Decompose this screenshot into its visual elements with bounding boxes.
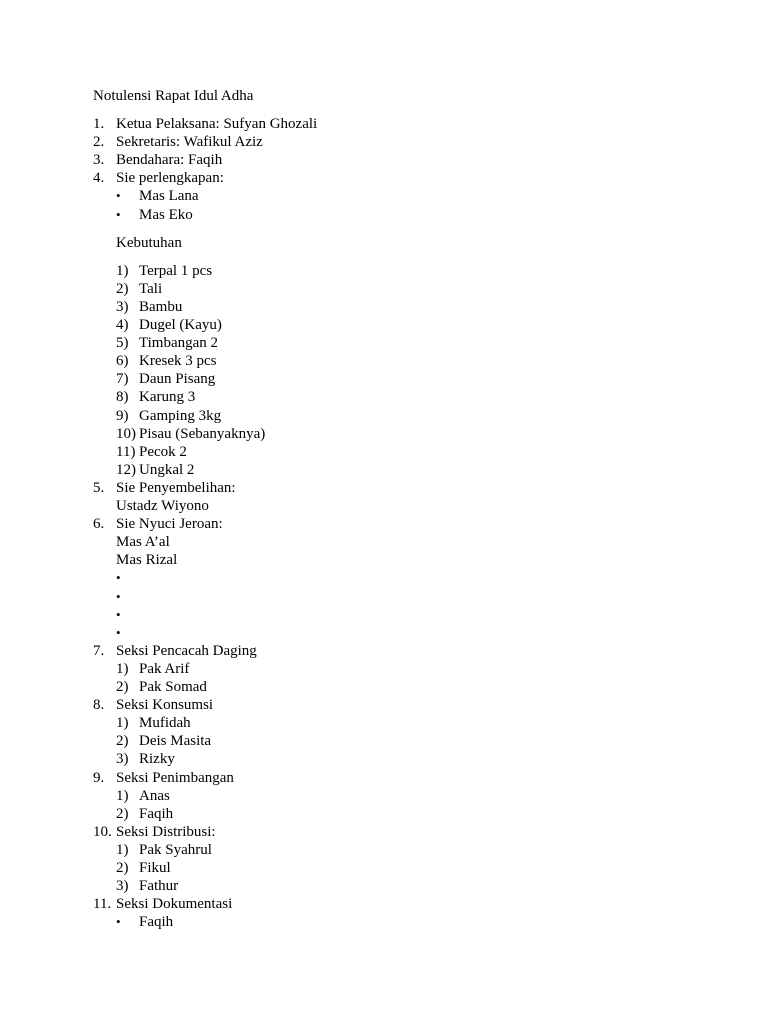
line-text: Kebutuhan [116,234,182,251]
bullet-icon: • [116,606,121,622]
item-text: Seksi Distribusi: [116,823,216,840]
item-text: Sie Nyuci Jeroan: [116,516,223,533]
sub-item-text: Dugel (Kayu) [139,317,222,333]
sub-item-text: Gamping 3kg [139,407,222,424]
sub-item-number: 1) [116,787,129,804]
sub-item-text: Pak Somad [139,679,207,695]
sub-item-number: 10) [116,425,136,442]
sub-item-number: 4) [116,317,129,333]
item-text: Seksi Penimbangan [116,769,234,786]
sub-item-text: Fikul [139,860,171,876]
item-number: 1. [93,116,105,132]
bullet-icon: • [116,624,121,640]
sub-item-text: Pisau (Sebanyaknya) [139,425,266,442]
item-number: 2. [93,134,105,151]
sub-item-number: 1) [116,841,129,858]
item-number: 5. [93,479,105,496]
sub-item-text: Fathur [139,878,179,895]
item-number: 9. [93,769,105,786]
bullet-text: Mas Lana [139,188,199,205]
item-text: Ketua Pelaksana: Sufyan Ghozali [116,116,318,132]
sub-item-number: 2) [116,733,129,750]
item-number: 6. [93,516,105,533]
sub-item-number: 5) [116,335,129,352]
line-text: Mas A’al [116,534,170,551]
bullet-icon: • [116,206,121,222]
bullet-text: Faqih [139,914,174,931]
sub-item-text: Pecok 2 [139,443,187,460]
sub-item-text: Karung 3 [139,389,196,406]
document-title: Notulensi Rapat Idul Adha [93,88,254,104]
item-number: 3. [93,152,105,169]
sub-item-number: 1) [116,660,129,677]
sub-item-number: 1) [116,262,129,279]
sub-item-text: Rizky [139,751,175,768]
bullet-icon: • [116,914,121,930]
sub-item-text: Bambu [139,298,183,315]
sub-item-number: 8) [116,389,129,406]
item-text: Sie perlengkapan: [116,170,224,187]
sub-item-number: 2) [116,805,129,822]
sub-item-number: 7) [116,371,129,388]
sub-item-number: 2) [116,679,129,695]
bullet-icon: • [116,570,121,586]
sub-item-text: Timbangan 2 [139,335,219,352]
sub-item-text: Terpal 1 pcs [139,262,213,279]
item-number: 7. [93,642,105,659]
sub-item-text: Faqih [139,805,174,822]
sub-item-text: Kresek 3 pcs [139,353,217,370]
sub-item-text: Ungkal 2 [139,461,195,478]
item-text: Sekretaris: Wafikul Aziz [116,134,263,151]
sub-item-text: Pak Syahrul [139,841,212,858]
item-text: Sie Penyembelihan: [116,479,236,496]
item-number: 4. [93,170,105,187]
sub-item-number: 1) [116,715,129,732]
sub-item-number: 3) [116,878,129,895]
sub-item-text: Daun Pisang [139,371,216,388]
bullet-text: Mas Eko [139,206,193,223]
sub-item-number: 12) [116,461,136,478]
line-text: Ustadz Wiyono [116,498,209,514]
bullet-icon: • [116,188,121,204]
line-text: Mas Rizal [116,552,178,569]
sub-item-number: 2) [116,860,129,876]
item-number: 10. [93,823,112,840]
item-text: Bendahara: Faqih [116,152,223,169]
item-number: 8. [93,697,105,714]
item-number: 11. [93,896,112,913]
sub-item-number: 3) [116,298,129,315]
sub-item-text: Mufidah [139,715,191,732]
bullet-icon: • [116,588,121,604]
sub-item-number: 11) [116,443,136,460]
sub-item-number: 9) [116,407,129,424]
sub-item-number: 2) [116,280,129,297]
item-text: Seksi Pencacah Daging [116,642,257,659]
sub-item-text: Pak Arif [139,660,190,677]
sub-item-number: 6) [116,353,129,370]
sub-item-text: Anas [139,787,170,804]
item-text: Seksi Konsumsi [116,697,214,714]
sub-item-number: 3) [116,751,129,768]
item-text: Seksi Dokumentasi [116,896,233,913]
sub-item-text: Deis Masita [139,733,212,750]
sub-item-text: Tali [139,280,163,297]
